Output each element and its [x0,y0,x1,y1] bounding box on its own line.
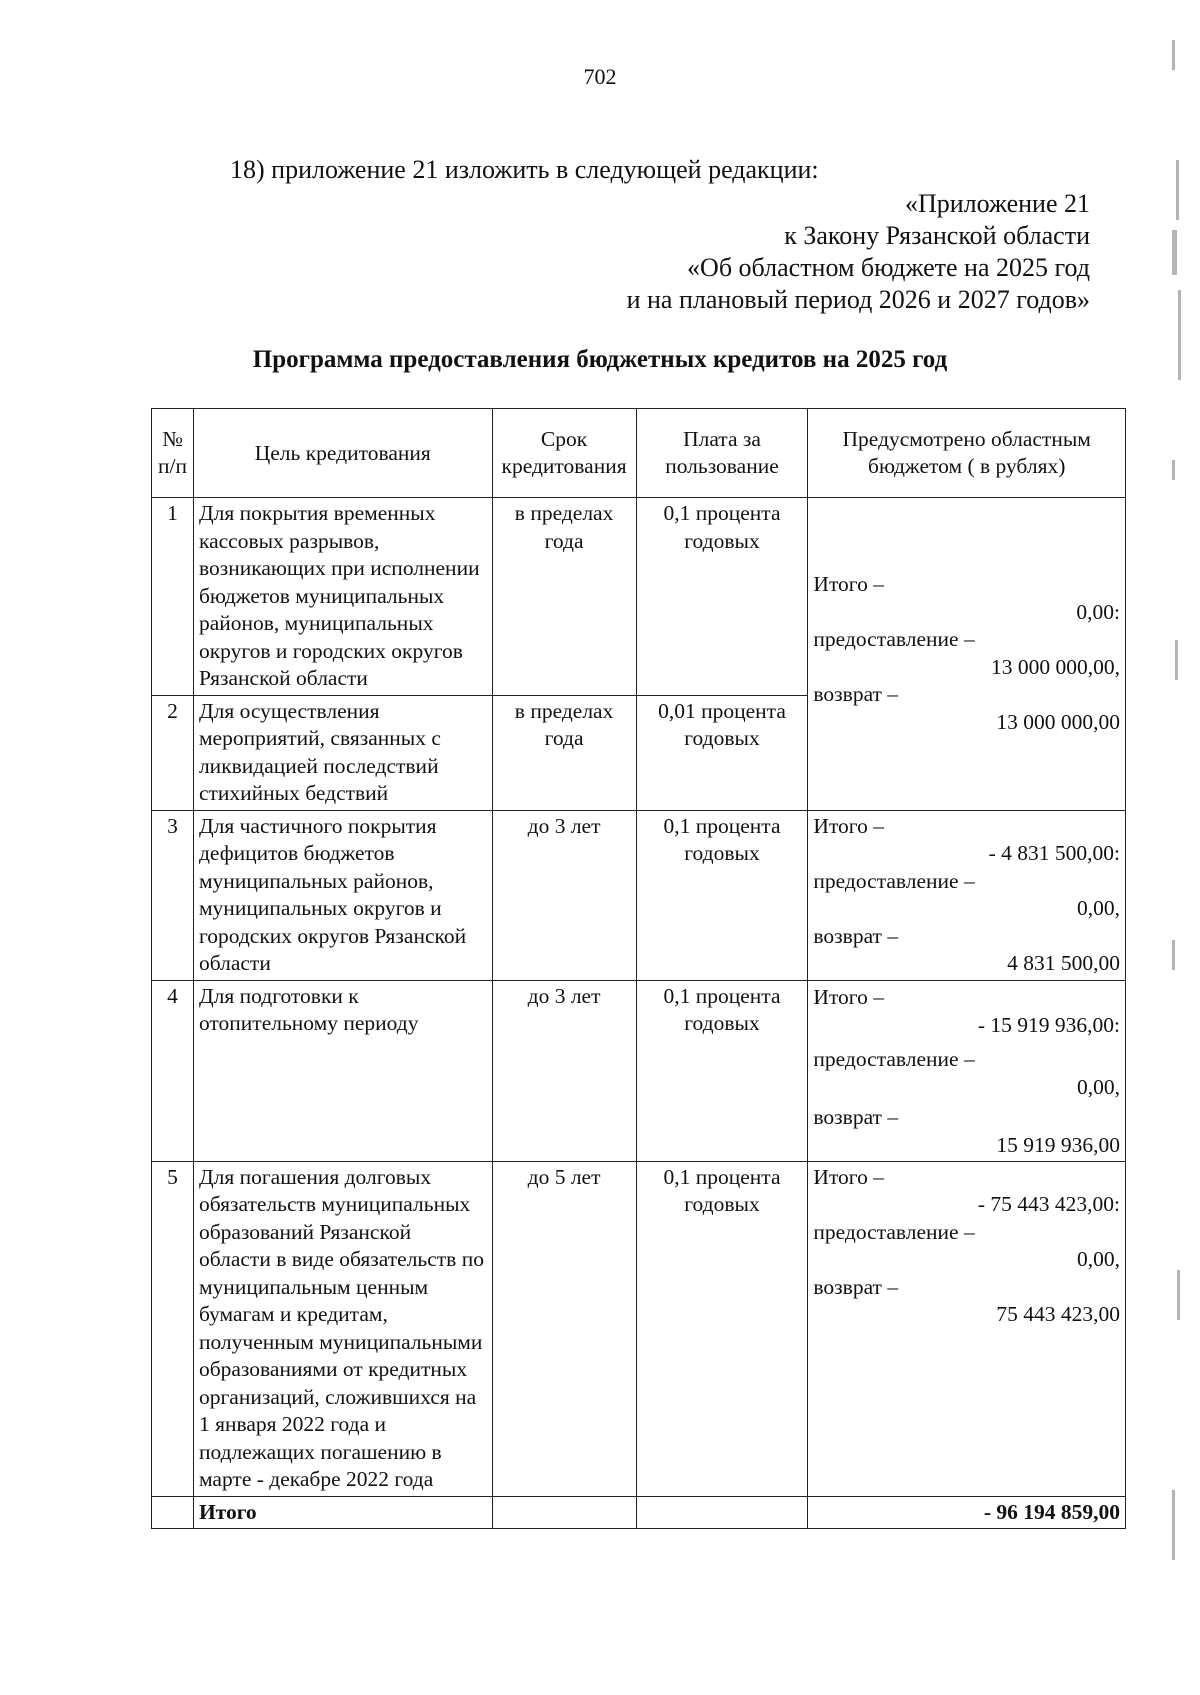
amount-provision-label: предоставление – [813,1219,975,1244]
table-header-row [152,409,1126,498]
page-number: 702 [583,64,617,89]
amount-return-label: возврат – [813,1104,899,1129]
amount-total: 0,00: [1076,599,1120,624]
row-number: 2 [152,695,194,810]
row-fee: 0,01 процента годовых [636,695,808,810]
amount-return-label: возврат – [813,923,899,948]
credit-program-table [151,408,1126,1529]
amount-return: 13 000 000,00 [996,709,1120,734]
row-purpose: Для покрытия временных кассовых разрывов, возникающих при исполнении бюджетов муниципальных районов, муниципальных округов и городских округов Рязанской области [193,498,492,696]
amount-return: 15 919 936,00 [996,1132,1120,1157]
header-number: № п/п [152,409,194,498]
row-fee: 0,1 процента годовых [636,810,808,980]
row-number: 1 [152,498,194,696]
table-row [152,1161,1126,1496]
amount-total: - 75 443 423,00: [977,1192,1120,1216]
intro-text: 18) приложение 21 изложить в следующей редакции: [230,155,819,184]
amount-total-label: Итого – [813,1164,884,1189]
appendix-line: «Об областном бюджете на 2025 год [687,253,1090,282]
table-total-row [152,1496,1126,1529]
amount-provision: 0,00, [1077,896,1120,920]
scan-edge-artifact [1172,40,1192,1660]
table-row [152,498,1126,696]
amount-provision-label: предоставление – [813,868,975,893]
row-number: 3 [152,810,194,980]
amount-total-label: Итого – [813,984,884,1009]
row-term: до 3 лет [492,980,636,1161]
header-purpose: Цель кредитования [193,409,492,498]
amount-provision: 0,00, [1077,1247,1120,1271]
table-row [152,810,1126,980]
header-fee: Плата за пользование [636,409,808,498]
row-number: 5 [152,1161,194,1496]
row-fee: 0,1 процента годовых [636,1161,808,1496]
row-purpose: Для осуществления мероприятий, связанных с ликвидацией последствий стихийных бедствий [193,695,492,810]
amount-provision-label: предоставление – [813,1046,975,1071]
total-label: Итого [193,1496,492,1529]
table-row [152,980,1126,1161]
row-amount [808,980,1126,1161]
row-term: до 5 лет [492,1161,636,1496]
row-term: в пределах года [492,695,636,810]
total-value: - 96 194 859,00 [808,1496,1126,1529]
row-term: до 3 лет [492,810,636,980]
row-number: 4 [152,980,194,1161]
row-amount [808,810,1126,980]
amount-return-label: возврат – [813,682,899,707]
appendix-line: и на плановый период 2026 и 2027 годов» [626,285,1090,314]
amount-provision-label: предоставление – [813,627,975,652]
header-term: Срок кредитования [492,409,636,498]
row-fee: 0,1 процента годовых [636,980,808,1161]
amount-return: 4 831 500,00 [1007,951,1120,975]
amount-total: - 4 831 500,00: [988,841,1120,865]
row-amount-merged [808,498,1126,811]
row-purpose: Для частичного покрытия дефицитов бюджетов муниципальных районов, муниципальных округов и городских округов Рязанской области [193,810,492,980]
row-purpose: Для погашения долговых обязательств муниципальных образований Рязанской области в виде обязательств по муниципальным ценным бумагам и кредитам, полученным муниципальными образованиями от кредитных организаций, сложившихся на 1 января 2022 года и подлежащих погашению в марте - декабре 2022 года [193,1161,492,1496]
amount-provision: 0,00, [1077,1074,1120,1099]
amount-total: - 15 919 936,00: [977,1012,1120,1037]
total-empty-cell [636,1496,808,1529]
header-amount: Предусмотрено областным бюджетом ( в рублях) [808,409,1126,498]
row-fee: 0,1 процента годовых [636,498,808,696]
document-title: Программа предоставления бюджетных кредитов на 2025 год [252,346,948,373]
amount-total-label: Итого – [813,813,884,838]
amount-provision: 13 000 000,00, [991,654,1120,679]
appendix-line: «Приложение 21 [904,189,1090,218]
amount-return-label: возврат – [813,1274,899,1299]
row-purpose: Для подготовки к отопительному периоду [193,980,492,1161]
total-empty-cell [492,1496,636,1529]
row-amount [808,1161,1126,1496]
amount-return: 75 443 423,00 [996,1302,1120,1326]
appendix-line: к Закону Рязанской области [784,221,1090,250]
amount-total-label: Итого – [813,572,884,597]
appendix-heading [627,188,1090,316]
total-empty-cell [152,1496,194,1529]
row-term: в пределах года [492,498,636,696]
